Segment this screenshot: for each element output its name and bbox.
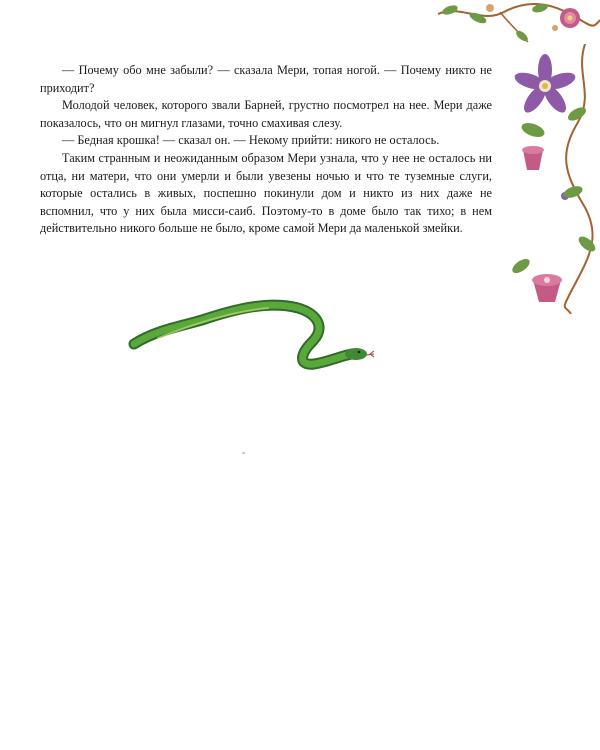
paragraph: — Почему обо мне забыли? — сказала Мери, топая ногой. — Почему никто не приходит? <box>40 63 492 95</box>
paragraph: Молодой человек, которого звали Барней, грустно посмотрел на нее. Мери даже показалось, что он мигнул глазами, точно смахивая слезу. <box>40 98 492 130</box>
paragraph: — Бедная крошка! — сказал он. — Некому прийти: никого не осталось. <box>62 133 440 148</box>
paragraph: Таким странным и неожиданным образом Мери узнала, что у нее не осталось ни отца, ни матери, что они умерли и были увезены ночью и что те туземные слуги, которые остались в живых, поспешно покинули дом и никто из них даже не вспомнил, что у них была мисси-саиб. Поэтому-то в доме было так тихо; в нем действительно никого больше не было, кроме самой Мери да маленькой змейки. <box>40 150 492 236</box>
floral-vine-top-decoration <box>430 0 600 50</box>
snake-illustration <box>128 296 378 378</box>
floral-vine-right-decoration <box>505 44 600 314</box>
story-text <box>40 62 492 238</box>
speck <box>242 452 245 454</box>
